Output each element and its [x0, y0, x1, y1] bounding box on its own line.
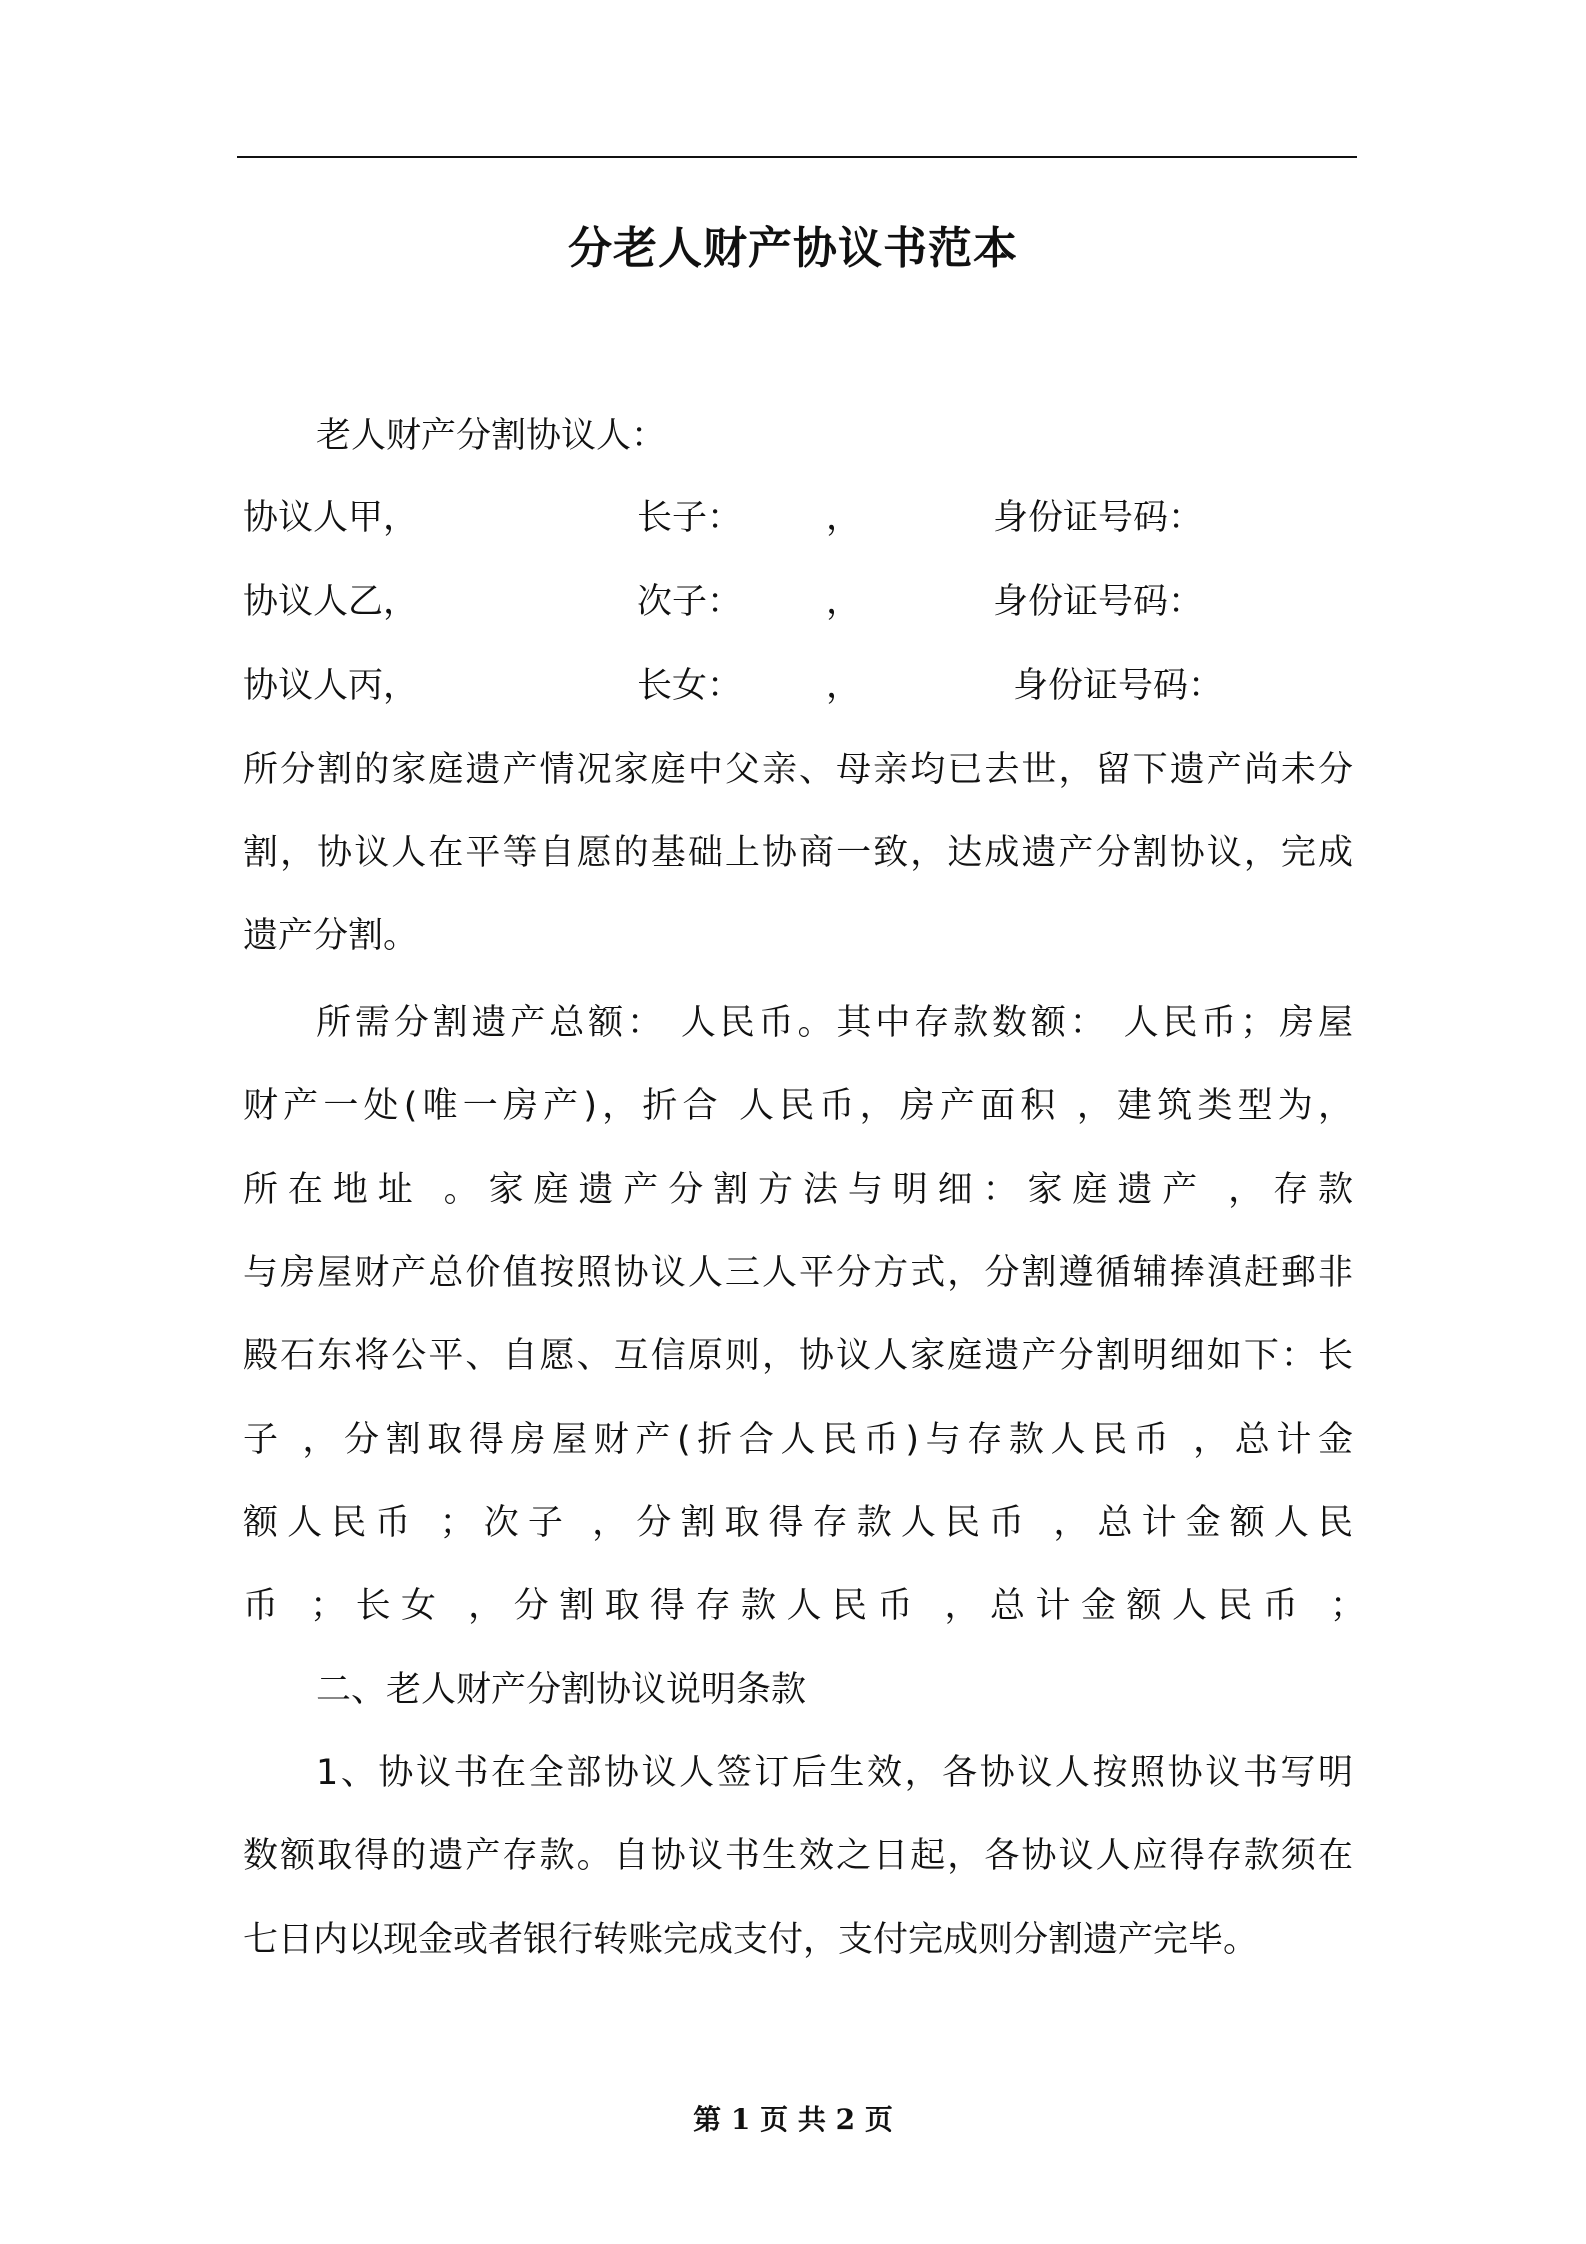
party-relation: 次子： [637, 582, 743, 622]
body-line: 所在地址 。家庭遗产分割方法与明细：家庭遗产 ，存款 [243, 1170, 1353, 1210]
party-name: 协议人乙， [243, 582, 419, 622]
party-comma: ， [826, 582, 862, 622]
body-line: 数额取得的遗产存款。自协议书生效之日起，各协议人应得存款须在 [243, 1836, 1353, 1876]
body-line: 与房屋财产总价值按照协议人三人平分方式，分割遵循辅捧滇赶郵非 [243, 1253, 1353, 1293]
party-id-label: 身份证号码： [993, 582, 1204, 622]
body-line: 财产一处(唯一房产)，折合 人民币，房产面积 ，建筑类型为， [243, 1086, 1353, 1126]
body-line: 子 ，分割取得房屋财产(折合人民币)与存款人民币 ，总计金 [243, 1420, 1353, 1460]
party-id-label: 身份证号码： [1013, 666, 1224, 706]
body-line: 币 ；长女 ，分割取得存款人民币 ，总计金额人民币 ； [243, 1586, 1365, 1626]
body-line: 殿石东将公平、自愿、互信原则，协议人家庭遗产分割明细如下：长 [243, 1336, 1353, 1376]
body-line: 1、协议书在全部协议人签订后生效，各协议人按照协议书写明 [316, 1753, 1353, 1793]
section-heading: 二、老人财产分割协议说明条款 [316, 1670, 807, 1710]
page-footer: 第 1 页 共 2 页 [693, 2103, 893, 2136]
party-id-label: 身份证号码： [993, 498, 1204, 538]
header-rule [237, 156, 1357, 158]
body-line: 遗产分割。 [243, 916, 419, 956]
parties-heading: 老人财产分割协议人： [316, 416, 667, 456]
party-comma: ， [826, 498, 862, 538]
party-comma: ， [826, 666, 862, 706]
body-line: 额人民币 ；次子 ，分割取得存款人民币 ，总计金额人民 [243, 1503, 1353, 1543]
body-line: 所分割的家庭遗产情况家庭中父亲、母亲均已去世，留下遗产尚未分 [243, 750, 1353, 790]
party-relation: 长子： [637, 498, 743, 538]
party-name: 协议人甲， [243, 498, 419, 538]
party-name: 协议人丙， [243, 666, 419, 706]
body-line: 所需分割遗产总额： 人民币。其中存款数额： 人民币；房屋 [316, 1003, 1353, 1043]
party-relation: 长女： [637, 666, 743, 706]
body-line: 割，协议人在平等自愿的基础上协商一致，达成遗产分割协议，完成 [243, 833, 1353, 873]
document-title: 分老人财产协议书范本 [568, 223, 1018, 274]
body-line: 七日内以现金或者银行转账完成支付，支付完成则分割遗产完毕。 [243, 1920, 1259, 1960]
